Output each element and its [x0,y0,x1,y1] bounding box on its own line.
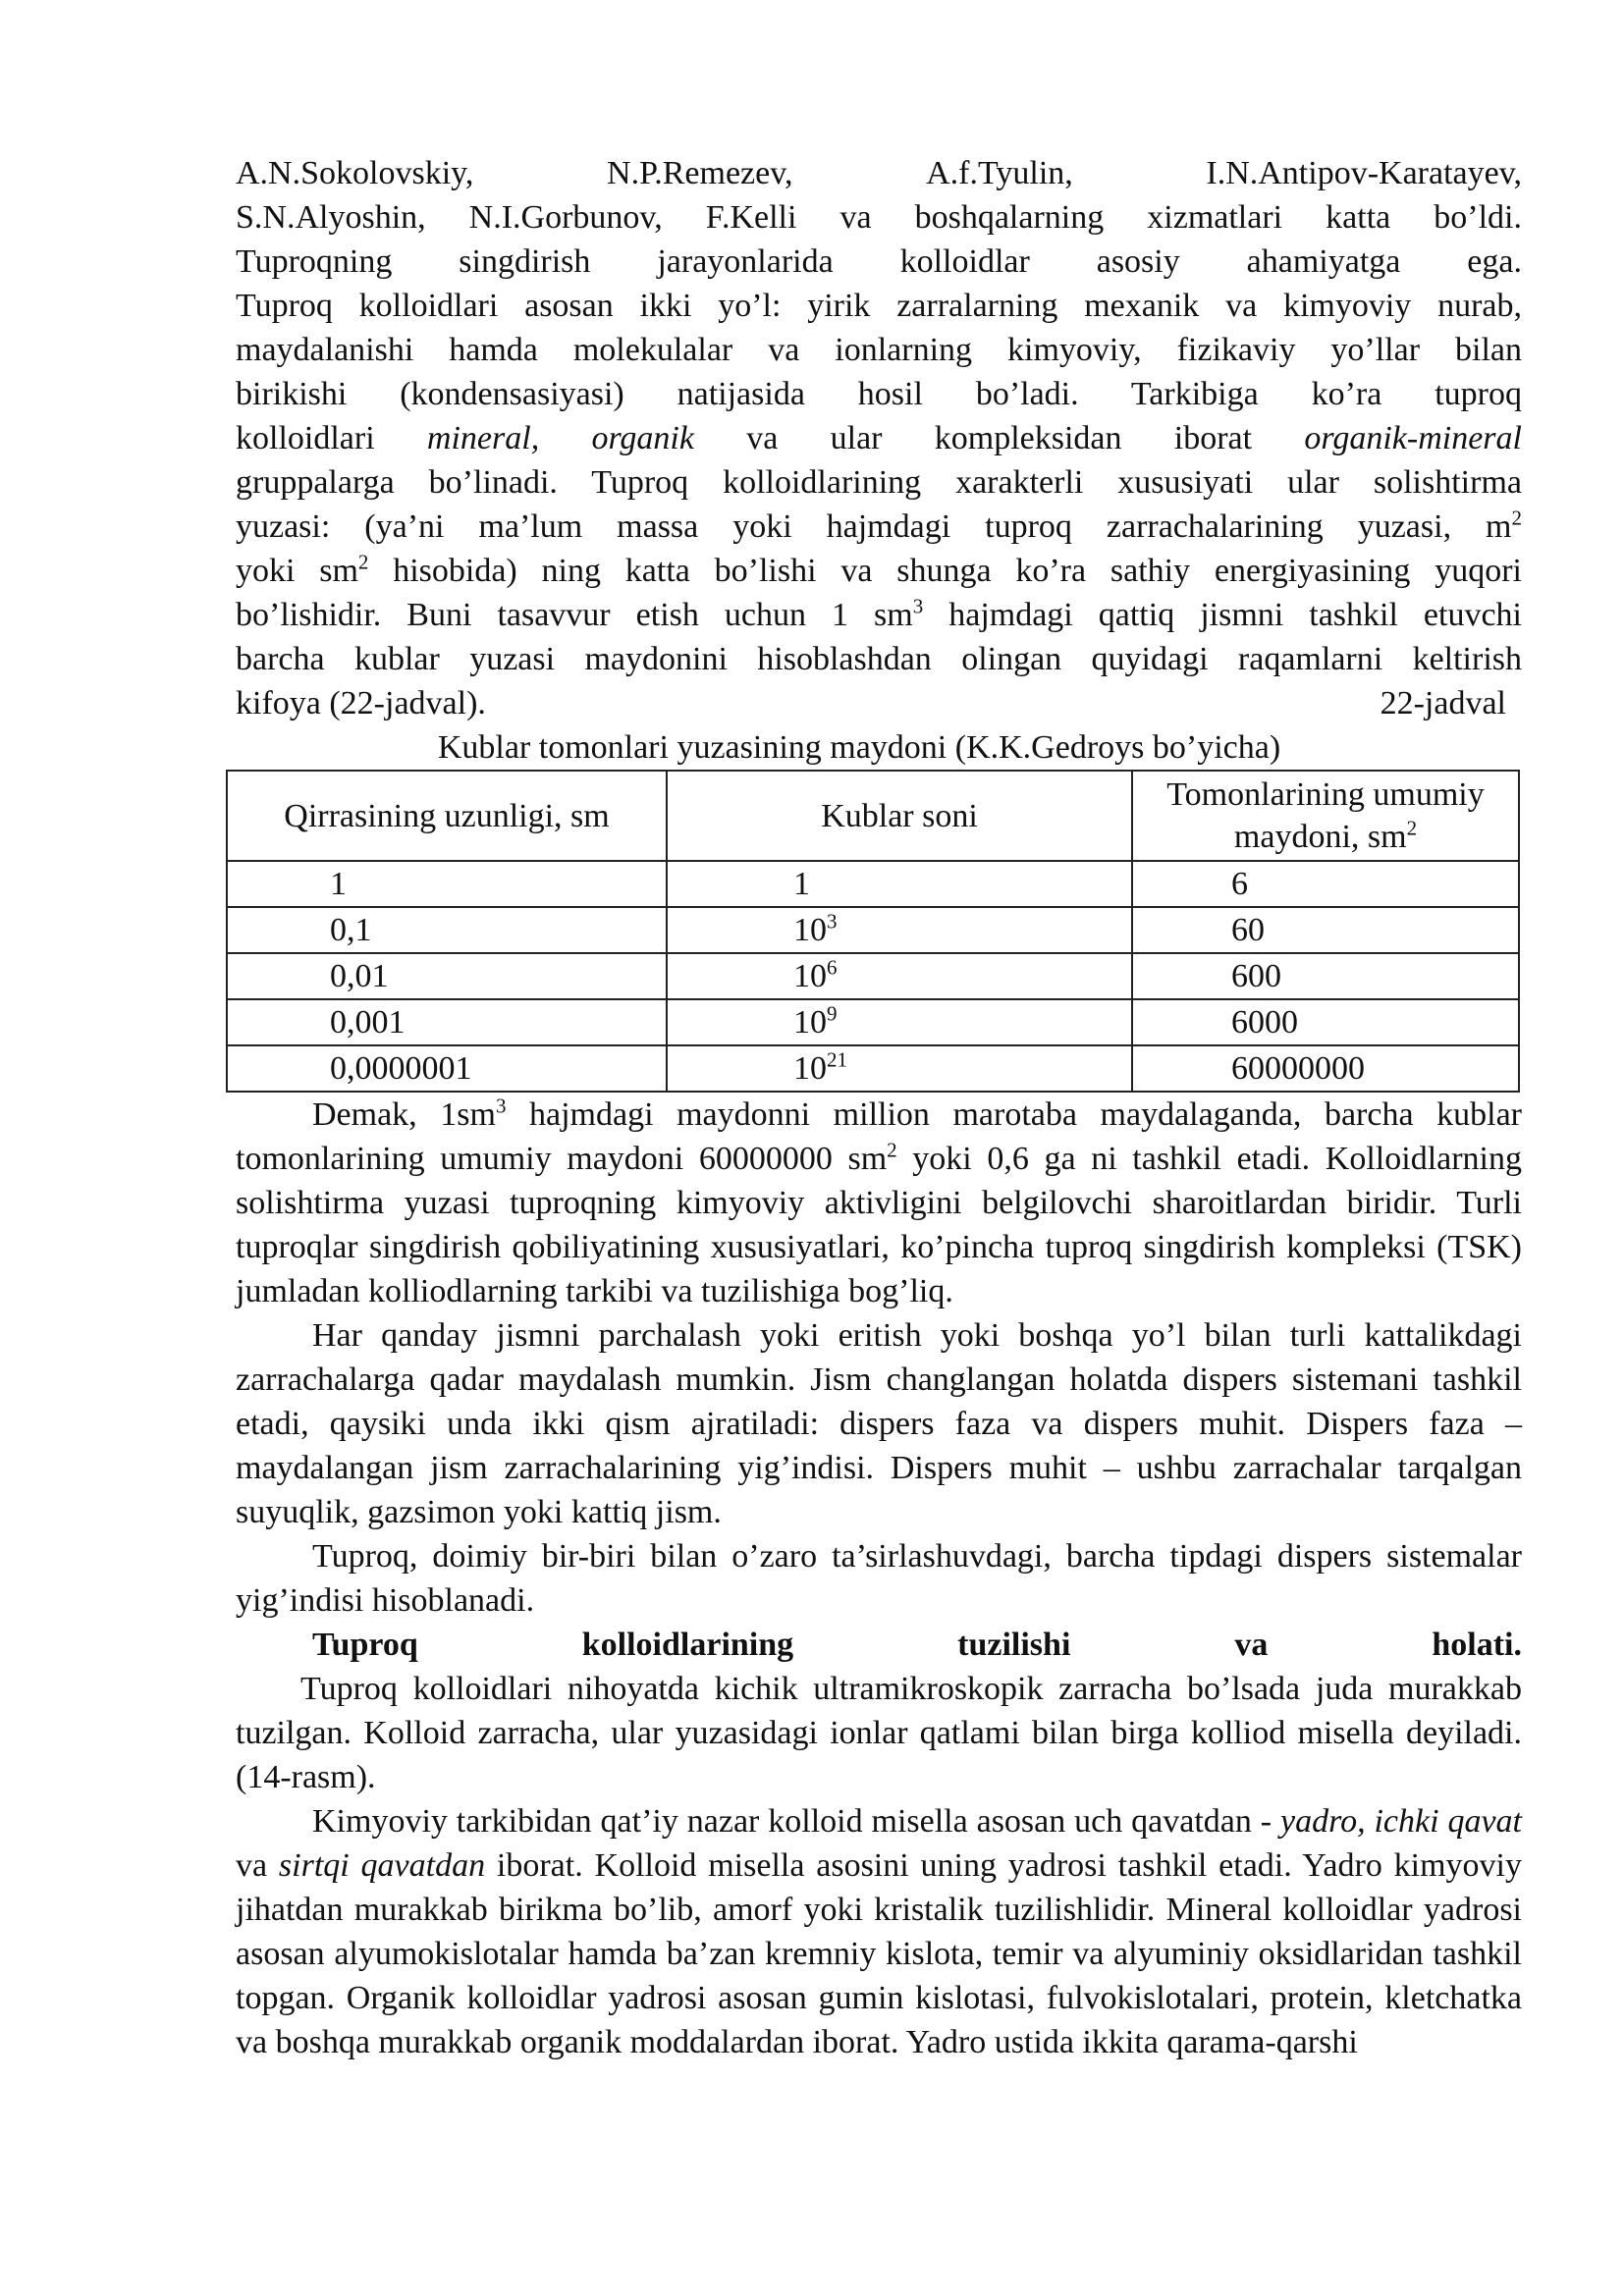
text-line: barcha kublar yuzasi maydonini hisoblashdan olingan quyidagi raqamlarni keltirish [236,641,1522,677]
italic-term: organik-mineral [1304,420,1522,456]
table-row [227,1045,1519,1092]
text-line: Tuproq kolloidlari asosan ikki yo’l: yirik zarralarning mexanik va kimyoviy nurab, [236,288,1522,324]
italic-term: yadro, ichki qavat [1280,1803,1522,1840]
text-line: Tuproqning singdirish jarayonlarida kolloidlar asosiy ahamiyatga ega. [236,243,1522,280]
table-number: 22-jadval [1380,685,1506,721]
text-line: yoki $sm^2$ hisobida) ning katta bo’lishi va shunga ko’ra sathiy energiyasining yuqori [236,550,1522,589]
section-heading: Tuproq kolloidlarining tuzilishi va holati. [312,1627,1522,1663]
table-row [227,907,1519,953]
author-1: A.N.Sokolovskiy, [236,155,474,191]
table-row [227,953,1519,999]
table-header-row [227,771,1519,861]
cell-length: 0,1 [227,907,667,953]
cell-length: 0,01 [227,953,667,999]
text-line: S.N.Alyoshin, N.I.Gorbunov, F.Kelli va boshqalarning xizmatlari katta bo’ldi. [236,199,1522,236]
header-area: Tomonlarining umumiy maydoni, $sm^2$ [1132,771,1519,861]
cell-length: 1 [227,861,667,907]
text-line: gruppalarga bo’linadi. Tuproq kolloidlarining xarakterli xususiyati ular solishtirma [236,464,1522,501]
table-title: Kublar tomonlari yuzasining maydoni (K.K.Gedroys bo’yicha) [437,729,1281,766]
text-line: kifoya (22-jadval). 22-jadval [236,681,1522,725]
cell-length: 0,0000001 [227,1045,667,1092]
cell-count: $10^{21}$ [667,1045,1132,1092]
paragraph: Har qanday jismni parchalash yoki eritish yoki boshqa yo’l bilan turli kattalikdagi zarrachalarga qadar maydalash mumkin. Jism changlangan holatda dispers sistemani tashkil etadi, qaysiki unda ikki qism ajratiladi: dispers faza va dispers muhit. Dispers faza – maydalangan jism zarrachalarining yig’indisi. Dispers muhit – ushbu zarrachalar tarqalgan suyuqlik, gazsimon yoki kattiq jism. [236,1317,1522,1530]
cell-count: $10^9$ [667,999,1132,1045]
cell-length: 0,001 [227,999,667,1045]
text-line: maydalanishi hamda molekulalar va ionlarning kimyoviy, fizikaviy yo’llar bilan [236,332,1522,368]
cell-count: 1 [667,861,1132,907]
cell-area: 60000000 [1132,1045,1519,1092]
document-page [236,151,1522,2064]
header-count: Kublar soni [667,771,1132,861]
text-line: kolloidlari mineral, organik va ular kompleksidan iborat organik-mineral [236,420,1522,456]
cell-count: $10^3$ [667,907,1132,953]
author-3: A.f.Tyulin, [926,155,1073,191]
cell-area: 600 [1132,953,1519,999]
italic-term: sirtqi qavatdan [278,1847,486,1884]
paragraph: Tuproq, doimiy bir-biri bilan o’zaro ta’sirlashuvdagi, barcha tipdagi dispers sistemalar yig’indisi hisoblanadi. [236,1538,1522,1619]
cell-area: 6 [1132,861,1519,907]
paragraph: Kimyoviy tarkibidan qat’iy nazar kolloid misella asosan uch qavatdan - yadro, ichki qavat va sirtqi qavatdan iborat. Kolloid misella asosini uning yadrosi tashkil etadi. Yadro kimyoviy jihatdan murakkab birikma bo’lib, amorf yoki kristalik tuzilishlidir. Mineral kolloidlar yadrosi asosan alyumokislotalar hamda ba’zan kremniy kislota, temir va alyuminiy oksidlaridan tashkil topgan. Organik kolloidlar yadrosi asosan gumin kislotasi, fulvokislotalari, protein, kletchatka va boshqa murakkab organik moddalardan iborat. Yadro ustida ikkita qarama-qarshi [236,1803,1522,2060]
table-row [227,999,1519,1045]
cell-area: 6000 [1132,999,1519,1045]
author-2: N.P.Remezev, [607,155,793,191]
text-line: yuzasi: (ya’ni ma’lum massa yoki hajmdagi tuproq zarrachalarining yuzasi, $m^2$ [236,506,1522,545]
cell-count: $10^6$ [667,953,1132,999]
authors-line [236,151,1522,195]
cell-area: 60 [1132,907,1519,953]
paragraph: Tuproq kolloidlari nihoyatda kichik ultramikroskopik zarracha bo’lsada juda murakkab tuzilgan. Kolloid zarracha, ular yuzasidagi ionlar qatlami bilan birga kolliod misella deyiladi. (14-rasm). [236,1671,1522,1795]
paragraph: Demak, $1sm^3$ hajmdagi maydonni million marotaba maydalaganda, barcha kublar tomonlarining umumiy maydoni 60000000 $sm^2$ yoki 0,6 ga ni tashkil etadi. Kolloidlarning solishtirma yuzasi tuproqning kimyoviy aktivligini belgilovchi sharoitlardan biridir. Turli tuproqlar singdirish qobiliyatining xususiyatlari, ko’pincha tuproq singdirish kompleksi (TSK) jumladan kolliodlarning tarkibi va tuzilishiga bog’liq. [236,1094,1522,1309]
text-line: birikishi (kondensasiyasi) natijasida hosil bo’ladi. Tarkibiga ko’ra tuproq [236,376,1522,412]
italic-term: mineral, organik [426,420,694,456]
text-line: bo’lishidir. Buni tasavvur etish uchun 1 $sm^3$ hajmdagi qattiq jismni tashkil etuvchi [236,594,1523,633]
author-4: I.N.Antipov-Karatayev, [1206,155,1522,191]
header-length: Qirrasining uzunligi, sm [227,771,667,861]
cubes-area-table [226,770,1520,1093]
table-row [227,861,1519,907]
